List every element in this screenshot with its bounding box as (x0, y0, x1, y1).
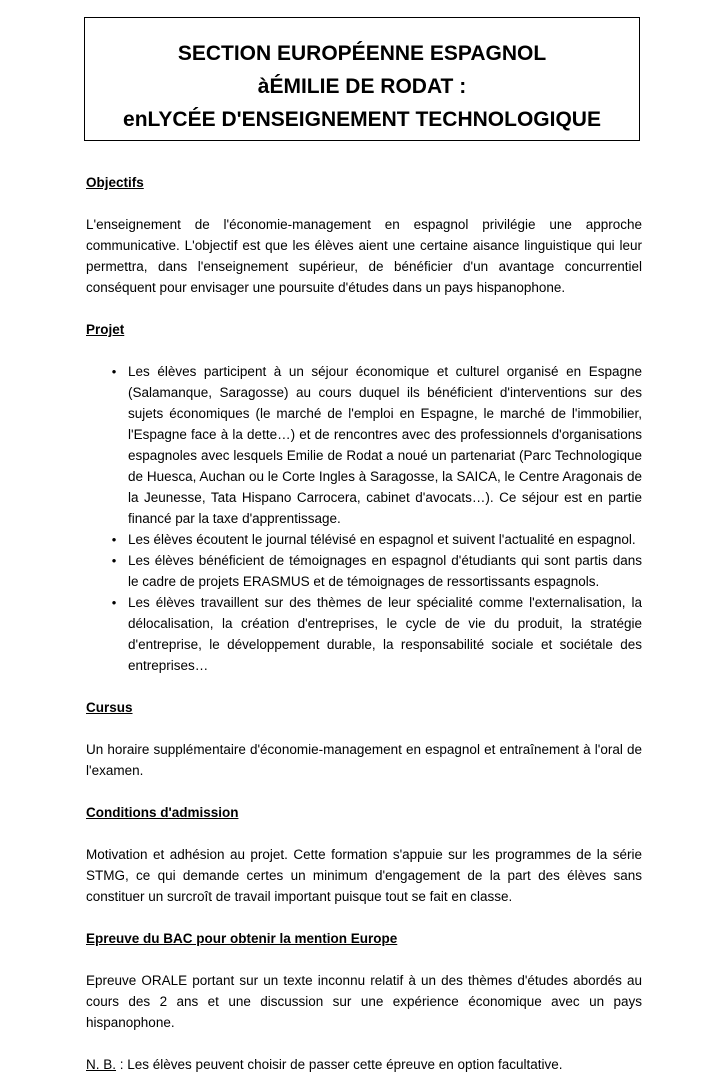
list-item-text: Les élèves travaillent sur des thèmes de leur spécialité comme l'externalisation, la délocalisation, la création d'entreprises, le cycle de vie du produit, la stratégie d'entreprise, le développement durable, la responsabilité sociale et sociétale des entreprises… (128, 595, 642, 673)
bullet-icon: • (111, 595, 117, 610)
admission-heading: Conditions d'admission (86, 805, 239, 820)
nb-label: N. B. (86, 1057, 117, 1072)
cursus-heading: Cursus (86, 700, 133, 715)
epreuve-text: Epreuve ORALE portant sur un texte inconnu relatif à un des thèmes d'études abordés au cours des 2 ans et une discussion sur une expérience économique avec un pays hispanophone. (86, 973, 642, 1030)
nb-note (86, 1054, 642, 1075)
document-body (86, 172, 642, 1075)
projet-bullet-list (86, 361, 642, 676)
epreuve-heading: Epreuve du BAC pour obtenir la mention Europe (86, 931, 398, 946)
title-line-1: SECTION EUROPÉENNE ESPAGNOL (177, 42, 547, 65)
title-box (84, 17, 640, 141)
admission-text: Motivation et adhésion au projet. Cette formation s'appuie sur les programmes de la série STMG, ce qui demande certes un minimum d'engagement de la part des élèves sans constituer un surcroît de travail important puisque tout se fait en classe. (86, 847, 642, 904)
list-item-text: Les élèves écoutent le journal télévisé en espagnol et suivent l'actualité en espagnol. (128, 532, 636, 547)
objectifs-text: L'enseignement de l'économie-management en espagnol privilégie une approche communicative. L'objectif est que les élèves aient une certaine aisance linguistique qui leur permettra, dans l'enseignement supérieur, de bénéficier d'un avantage concurrentiel conséquent pour envisager une poursuite d'études dans un pays hispanophone. (86, 217, 642, 295)
bullet-icon: • (111, 553, 117, 568)
list-item-text: Les élèves bénéficient de témoignages en espagnol d'étudiants qui sont partis dans le cadre de projets ERASMUS et de témoignages de ressortissants espagnols. (128, 553, 642, 589)
list-item-text: Les élèves participent à un séjour économique et culturel organisé en Espagne (Salamanque, Saragosse) au cours duquel ils bénéficient d'interventions sur des sujets économiques (le marché de l'emploi en Espagne, le marché de l'immobilier, l'Espagne face à la dette…) et de rencontres avec des professionnels d'organisations espagnoles avec lesquels Emilie de Rodat a noué un partenariat (Parc Technologique de Huesca, Auchan ou le Corte Ingles à Saragosse, la SAICA, le Centre Aragonais de la Jeunesse, Tata Hispano Carrocera, cabinet d'avocats…). Ce séjour est en partie financé par la taxe d'apprentissage. (128, 364, 642, 526)
list-item (86, 361, 642, 529)
list-item (86, 592, 642, 676)
list-item (86, 529, 642, 550)
cursus-text: Un horaire supplémentaire d'économie-management en espagnol et entraînement à l'oral de l'examen. (86, 742, 642, 778)
bullet-icon: • (111, 364, 117, 379)
projet-heading: Projet (86, 322, 125, 337)
title-line-2: àÉMILIE DE RODAT : (257, 75, 467, 98)
objectifs-heading: Objectifs (86, 175, 144, 190)
title-line-3: enLYCÉE D'ENSEIGNEMENT TECHNOLOGIQUE (123, 108, 601, 131)
list-item (86, 550, 642, 592)
bullet-icon: • (111, 532, 117, 547)
nb-text: : Les élèves peuvent choisir de passer cette épreuve en option facultative. (116, 1057, 563, 1072)
